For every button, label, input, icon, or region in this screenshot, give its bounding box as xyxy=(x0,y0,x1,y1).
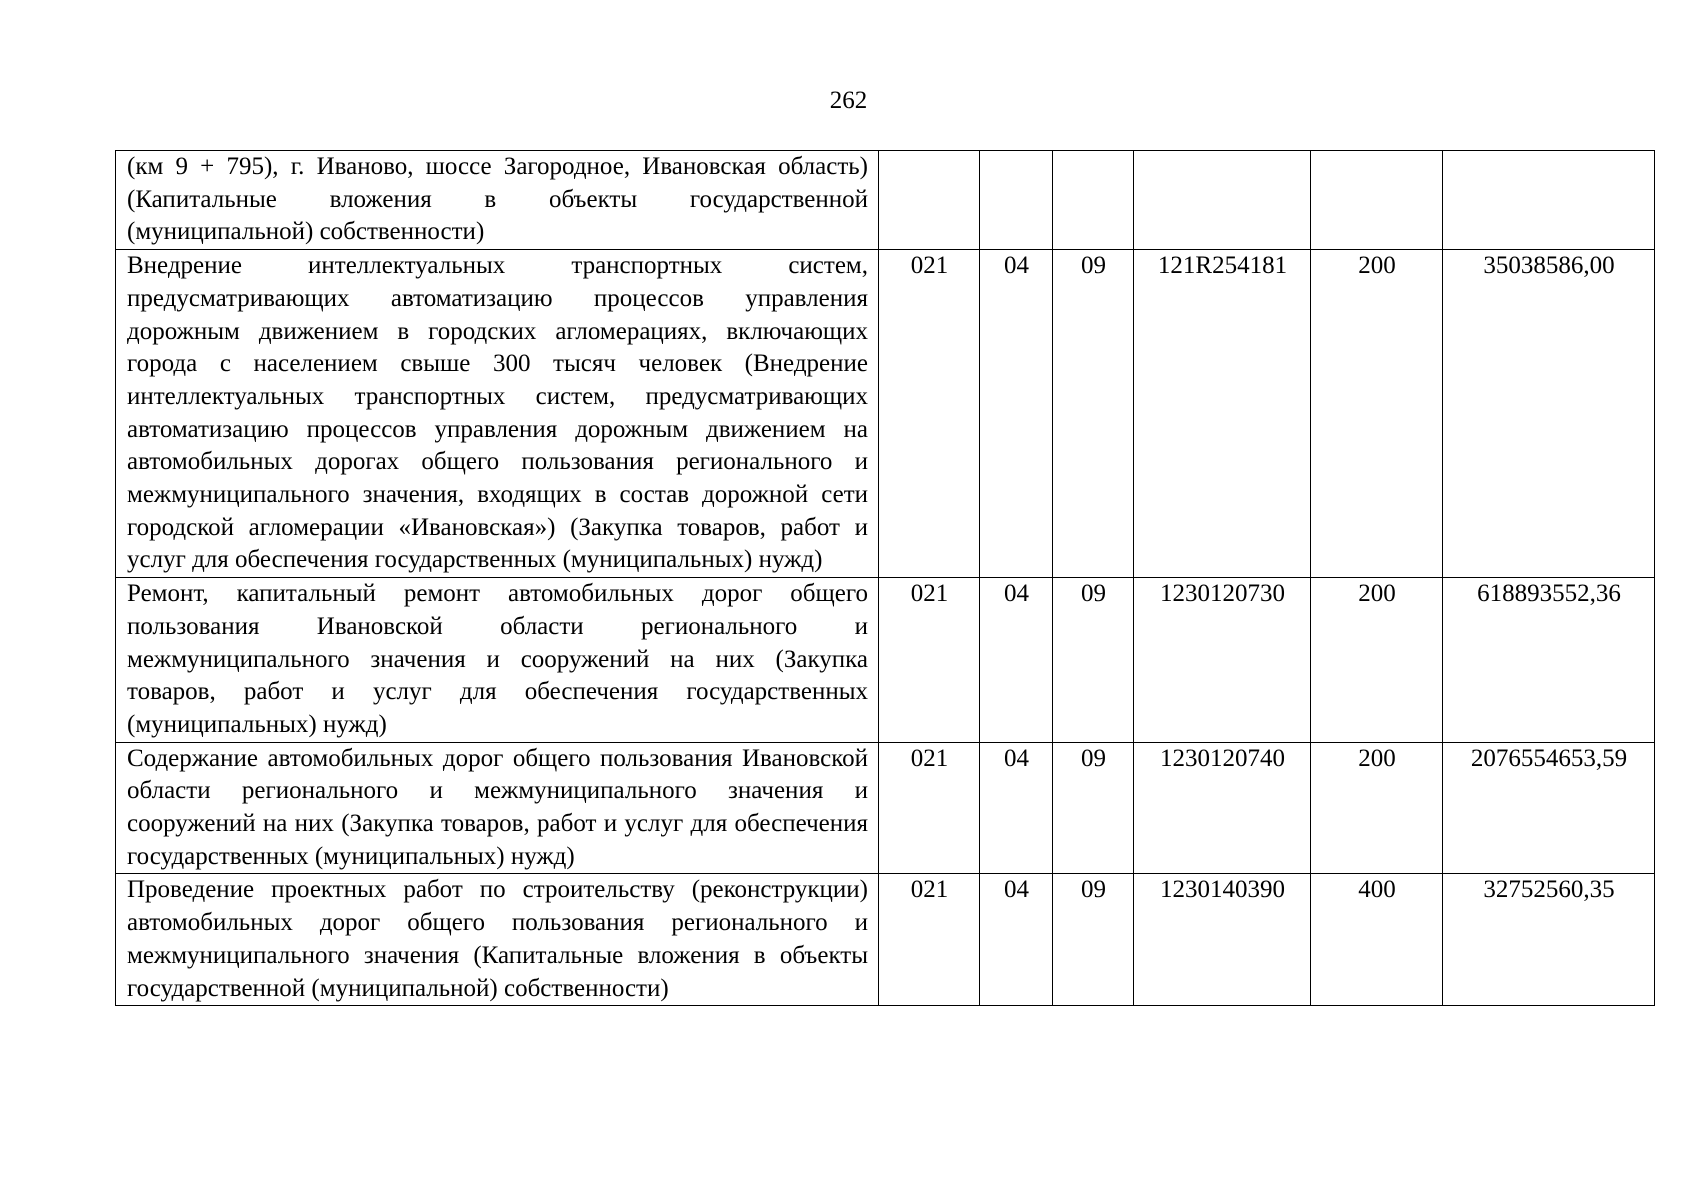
target-article-code: 1230140390 xyxy=(1134,874,1311,1006)
expense-type-code: 400 xyxy=(1311,874,1443,1006)
section-code: 04 xyxy=(980,742,1053,874)
table-row xyxy=(116,874,1655,1006)
target-article-code: 121R254181 xyxy=(1134,250,1311,578)
ministry-code: 021 xyxy=(879,250,980,578)
target-article-code xyxy=(1134,151,1311,250)
page-number: 262 xyxy=(829,87,868,114)
ministry-code xyxy=(879,151,980,250)
table-row xyxy=(116,578,1655,743)
target-article-code: 1230120740 xyxy=(1134,742,1311,874)
budget-table xyxy=(115,150,1655,1006)
expense-type-code xyxy=(1311,151,1443,250)
amount: 618893552,36 xyxy=(1443,578,1655,743)
ministry-code: 021 xyxy=(879,742,980,874)
section-code: 04 xyxy=(980,578,1053,743)
section-code xyxy=(980,151,1053,250)
section-code: 04 xyxy=(980,874,1053,1006)
subsection-code: 09 xyxy=(1053,874,1134,1006)
ministry-code: 021 xyxy=(879,874,980,1006)
amount: 32752560,35 xyxy=(1443,874,1655,1006)
row-description: Внедрение интеллектуальных транспортных систем, предусматривающих автоматизацию процессов управления дорожным движением в городских агломерациях, включающих города с населением свыше 300 тысяч человек (Внедрение интеллектуальных транспортных систем, предусматривающих автоматизацию процессов управления дорожным движением на автомобильных дорогах общего пользования регионального и межмуниципального значения, входящих в состав дорожной сети городской агломерации «Ивановская») (Закупка товаров, работ и услуг для обеспечения государственных (муниципальных) нужд) xyxy=(116,250,879,578)
row-description: Ремонт, капитальный ремонт автомобильных дорог общего пользования Ивановской области регионального и межмуниципального значения и сооружений на них (Закупка товаров, работ и услуг для обеспечения государственных (муниципальных) нужд) xyxy=(116,578,879,743)
section-code: 04 xyxy=(980,250,1053,578)
amount xyxy=(1443,151,1655,250)
subsection-code: 09 xyxy=(1053,742,1134,874)
amount: 35038586,00 xyxy=(1443,250,1655,578)
expense-type-code: 200 xyxy=(1311,742,1443,874)
amount: 2076554653,59 xyxy=(1443,742,1655,874)
expense-type-code: 200 xyxy=(1311,250,1443,578)
subsection-code xyxy=(1053,151,1134,250)
subsection-code: 09 xyxy=(1053,578,1134,743)
expense-type-code: 200 xyxy=(1311,578,1443,743)
row-description: (км 9 + 795), г. Иваново, шоссе Загородное, Ивановская область) (Капитальные вложения в объекты государственной (муниципальной) собственности) xyxy=(116,151,879,250)
table-row xyxy=(116,151,1655,250)
target-article-code: 1230120730 xyxy=(1134,578,1311,743)
row-description: Проведение проектных работ по строительству (реконструкции) автомобильных дорог общего пользования регионального и межмуниципального значения (Капитальные вложения в объекты государственной (муниципальной) собственности) xyxy=(116,874,879,1006)
ministry-code: 021 xyxy=(879,578,980,743)
table-row xyxy=(116,742,1655,874)
subsection-code: 09 xyxy=(1053,250,1134,578)
row-description: Содержание автомобильных дорог общего пользования Ивановской области регионального и межмуниципального значения и сооружений на них (Закупка товаров, работ и услуг для обеспечения государственных (муниципальных) нужд) xyxy=(116,742,879,874)
table-row xyxy=(116,250,1655,578)
